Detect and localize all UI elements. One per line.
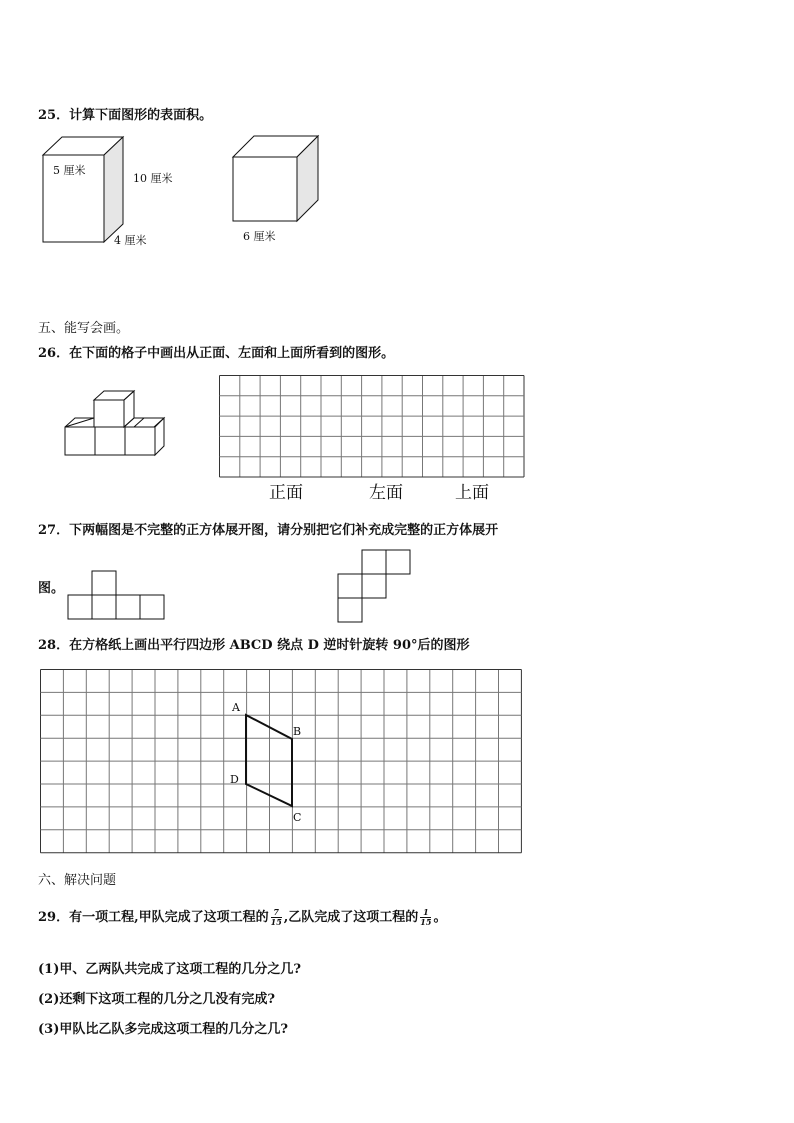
point-b-label: B [293, 725, 302, 738]
cube-net-2 [337, 548, 413, 626]
rotation-grid-28[interactable] [40, 669, 521, 856]
fraction-1-15: $\frac{1}{15}$ [420, 907, 432, 927]
block-stack-figure [60, 388, 170, 460]
q29-subquestion-1: (1)甲、乙两队共完成了这项工程的几分之几? [38, 962, 301, 977]
point-d-label: D [230, 773, 239, 786]
point-a-label: A [232, 701, 240, 714]
view-labels [219, 480, 526, 504]
cuboid-depth-label: 4 厘米 [114, 234, 147, 247]
section-5-title: 五、能写会画。 [38, 321, 130, 336]
q29-text-a: 29．有一项工程,甲队完成了这项工程的 [38, 910, 269, 925]
q29-text-c: 。 [433, 910, 447, 925]
view-label-left: 左面 [369, 483, 403, 503]
question-29-title [38, 906, 446, 927]
view-label-top: 上面 [455, 483, 489, 503]
cube-figure [230, 134, 330, 249]
question-26-title: 26．在下面的格子中画出从正面、左面和上面所看到的图形。 [38, 346, 395, 361]
q29-subquestion-2: (2)还剩下这项工程的几分之几没有完成? [38, 992, 275, 1007]
cuboid-height-label: 10 厘米 [133, 172, 173, 185]
q29-text-b: ,乙队完成了这项工程的 [283, 910, 419, 925]
question-27-title-cont: 图。 [38, 581, 65, 596]
question-25-title: 25．计算下面图形的表面积。 [38, 108, 213, 123]
cube-edge-label: 6 厘米 [243, 230, 276, 243]
q29-subquestion-3: (3)甲队比乙队多完成这项工程的几分之几? [38, 1022, 288, 1037]
view-label-front: 正面 [269, 483, 303, 503]
drawing-grid-26[interactable] [219, 375, 526, 477]
question-27-title: 27．下两幅图是不完整的正方体展开图，请分别把它们补充成完整的正方体展开 [38, 523, 499, 538]
fraction-7-15: $\frac{7}{15}$ [270, 907, 282, 927]
point-c-label: C [293, 811, 302, 824]
section-6-title: 六、解决问题 [38, 873, 117, 888]
cuboid-front-label: 5 厘米 [53, 164, 86, 177]
cuboid-figure [40, 134, 180, 254]
question-28-title: 28．在方格纸上画出平行四边形 ABCD 绕点 D 逆时针旋转 90°后的图形 [38, 638, 470, 653]
cube-net-1 [66, 570, 168, 622]
